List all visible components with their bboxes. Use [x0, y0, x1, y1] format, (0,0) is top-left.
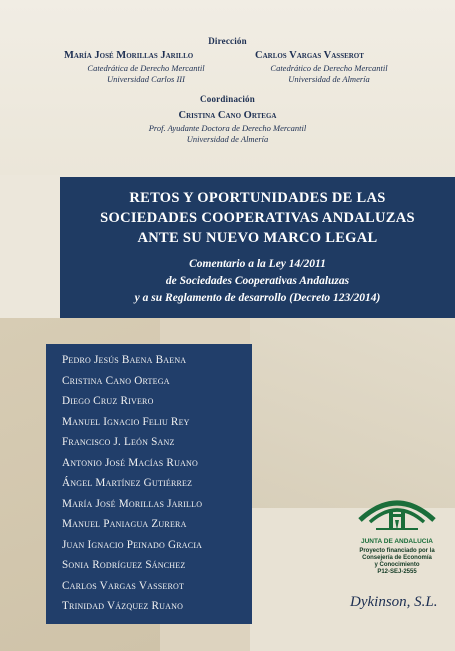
- director1-name: María José Morillas Jarillo: [64, 50, 194, 61]
- director2-university: Universidad de Almería: [288, 74, 370, 84]
- author-name: Sonia Rodríguez Sánchez: [62, 559, 186, 571]
- author-name: Trinidad Vázquez Ruano: [62, 600, 184, 612]
- background-panel-right: [250, 318, 455, 508]
- junta-brand: JUNTA DE ANDALUCIA: [361, 538, 433, 545]
- author-name: Ángel Martínez Gutiérrez: [62, 477, 193, 489]
- subtitle-line-1: Comentario a la Ley 14/2011: [189, 258, 326, 270]
- coordinator-name: Cristina Cano Ortega: [178, 110, 277, 121]
- subtitle-line-3: y a su Reglamento de desarrollo (Decreto 123/2014): [134, 292, 381, 304]
- director2-position: Catedrático de Derecho Mercantil: [270, 63, 388, 73]
- author-name: Manuel Ignacio Feliu Rey: [62, 415, 190, 428]
- publisher-logo: Dykinson, S.L.: [350, 594, 438, 610]
- author-name: María José Morillas Jarillo: [62, 497, 203, 510]
- author-name: Manuel Paniagua Zurera: [62, 518, 187, 530]
- authors-box: [46, 344, 252, 624]
- coordinator-university: Universidad de Almería: [186, 134, 269, 144]
- book-title-line-1: RETOS Y OPORTUNIDADES DE LAS: [129, 190, 386, 206]
- junta-logo: [352, 490, 442, 575]
- book-title-line-2: SOCIEDADES COOPERATIVAS ANDALUZAS: [100, 210, 415, 226]
- author-name: Carlos Vargas Vasserot: [62, 579, 185, 592]
- project-line-2: Consejería de Economía: [362, 555, 432, 561]
- direction-heading: Dirección: [208, 36, 247, 46]
- project-line-3: y Conocimiento: [374, 562, 420, 568]
- author-name: Antonio José Macías Ruano: [62, 456, 198, 469]
- coordinator-position: Prof. Ayudante Doctora de Derecho Mercantil: [148, 123, 307, 133]
- director1-position: Catedrática de Derecho Mercantil: [87, 63, 205, 73]
- director2-name: Carlos Vargas Vasserot: [255, 50, 364, 61]
- author-name: Cristina Cano Ortega: [62, 374, 170, 387]
- project-line-1: Proyecto financiado por la: [359, 548, 435, 554]
- title-box: [60, 177, 455, 318]
- project-code: P12-SEJ-2555: [377, 569, 417, 575]
- subtitle-line-2: de Sociedades Cooperativas Andaluzas: [165, 275, 350, 287]
- author-name: Francisco J. León Sanz: [62, 436, 175, 448]
- book-title-line-3: ANTE SU NUEVO MARCO LEGAL: [137, 230, 378, 246]
- junta-de-andalucia-logo-icon: [352, 490, 442, 536]
- director1-university: Universidad Carlos III: [107, 74, 185, 84]
- author-name: Juan Ignacio Peinado Gracia: [62, 538, 203, 551]
- credits-header: [0, 0, 455, 170]
- author-name: Diego Cruz Rivero: [62, 395, 154, 407]
- author-name: Pedro Jesús Baena Baena: [62, 354, 187, 366]
- coordination-heading: Coordinación: [200, 94, 255, 104]
